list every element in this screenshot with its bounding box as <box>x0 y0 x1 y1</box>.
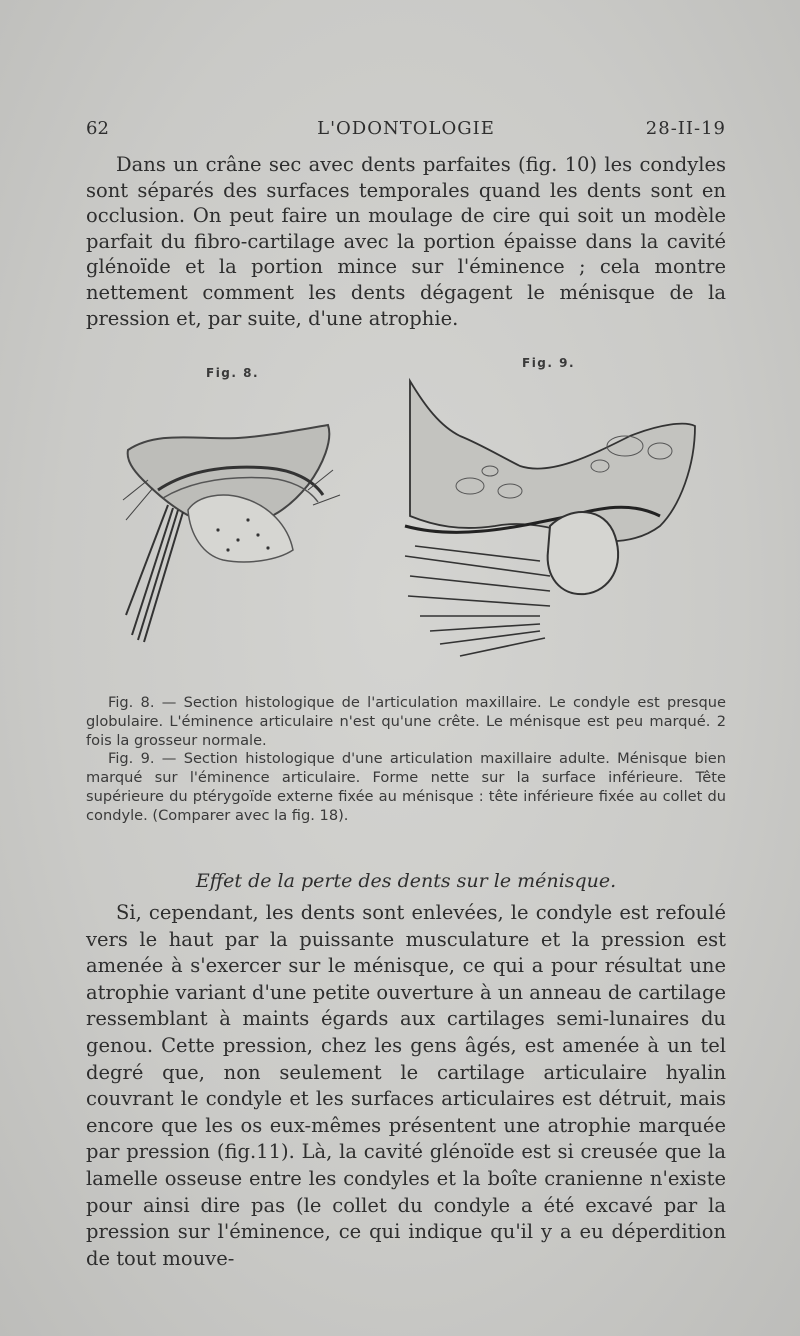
page-number: 62 <box>86 118 109 139</box>
paragraph-main-text: Si, cependant, les dents sont enlevées, le condyle est refoulé vers le haut par la puissante musculature et la pression est amenée à s'exercer sur le ménisque, ce qui a pour résultat une atrophie variant d'une petite ouverture à un anneau de cartilage ressemblant à maints égards aux cartilages semi-lunaires du genou. Cette pression, chez les gens âgés, est amenée à un tel degré que, non seulement le cartilage articulaire hyalin couvrant le condyle et les surfaces articulaires est détruit, mais encore que les os eux-mêmes présentent une atrophie marquée par pression (fig.11). Là, la cavité glénoïde est si creusée que la lamelle osseuse entre les condyles et la boîte cranienne n'existe pour ainsi dire pas (le collet du condyle a été excavé par la pression sur l'éminence, ce qui indique qu'il y a eu déperdition de tout mouve- <box>86 901 726 1270</box>
fig8-caption: Fig. 8. — Section histologique de l'articulation maxillaire. Le condyle est presque globulaire. L'éminence articulaire n'est qu'une crête. Le ménisque est peu marqué. 2 fois la grosseur normale. <box>86 694 726 749</box>
figure-captions <box>86 694 726 826</box>
fig8-label: Fig. 8. <box>206 366 260 380</box>
journal-title: L'ODONTOLOGIE <box>317 118 495 139</box>
paragraph-intro <box>86 152 726 331</box>
paragraph-main <box>86 900 726 1272</box>
fig8-histology-illustration <box>118 410 348 650</box>
fig9-histology-illustration <box>400 376 700 676</box>
fig9-label: Fig. 9. <box>522 356 576 370</box>
issue-date: 28-II-19 <box>645 118 726 139</box>
paragraph-intro-text: Dans un crâne sec avec dents parfaites (fig. 10) les condyles sont séparés des surfaces temporales quand les dents sont en occlusion. On peut faire un moulage de cire qui soit un modèle parfait du fibro-cartilage avec la portion épaisse dans la cavité glénoïde et la portion mince sur l'éminence ; cela montre nettement comment les dents dégagent le ménisque de la pression et, par suite, d'une atrophie. <box>86 153 726 330</box>
fig9-caption: Fig. 9. — Section histologique d'une articulation maxillaire adulte. Ménisque bien marqué sur l'éminence articulaire. Forme nette sur la surface inférieure. Tête supérieure du ptérygoïde externe fixée au ménisque : tête inférieure fixée au collet du condyle. (Comparer avec la fig. 18). <box>86 750 726 824</box>
running-header <box>86 118 726 142</box>
section-heading: Effet de la perte des dents sur le ménisque. <box>195 870 617 892</box>
